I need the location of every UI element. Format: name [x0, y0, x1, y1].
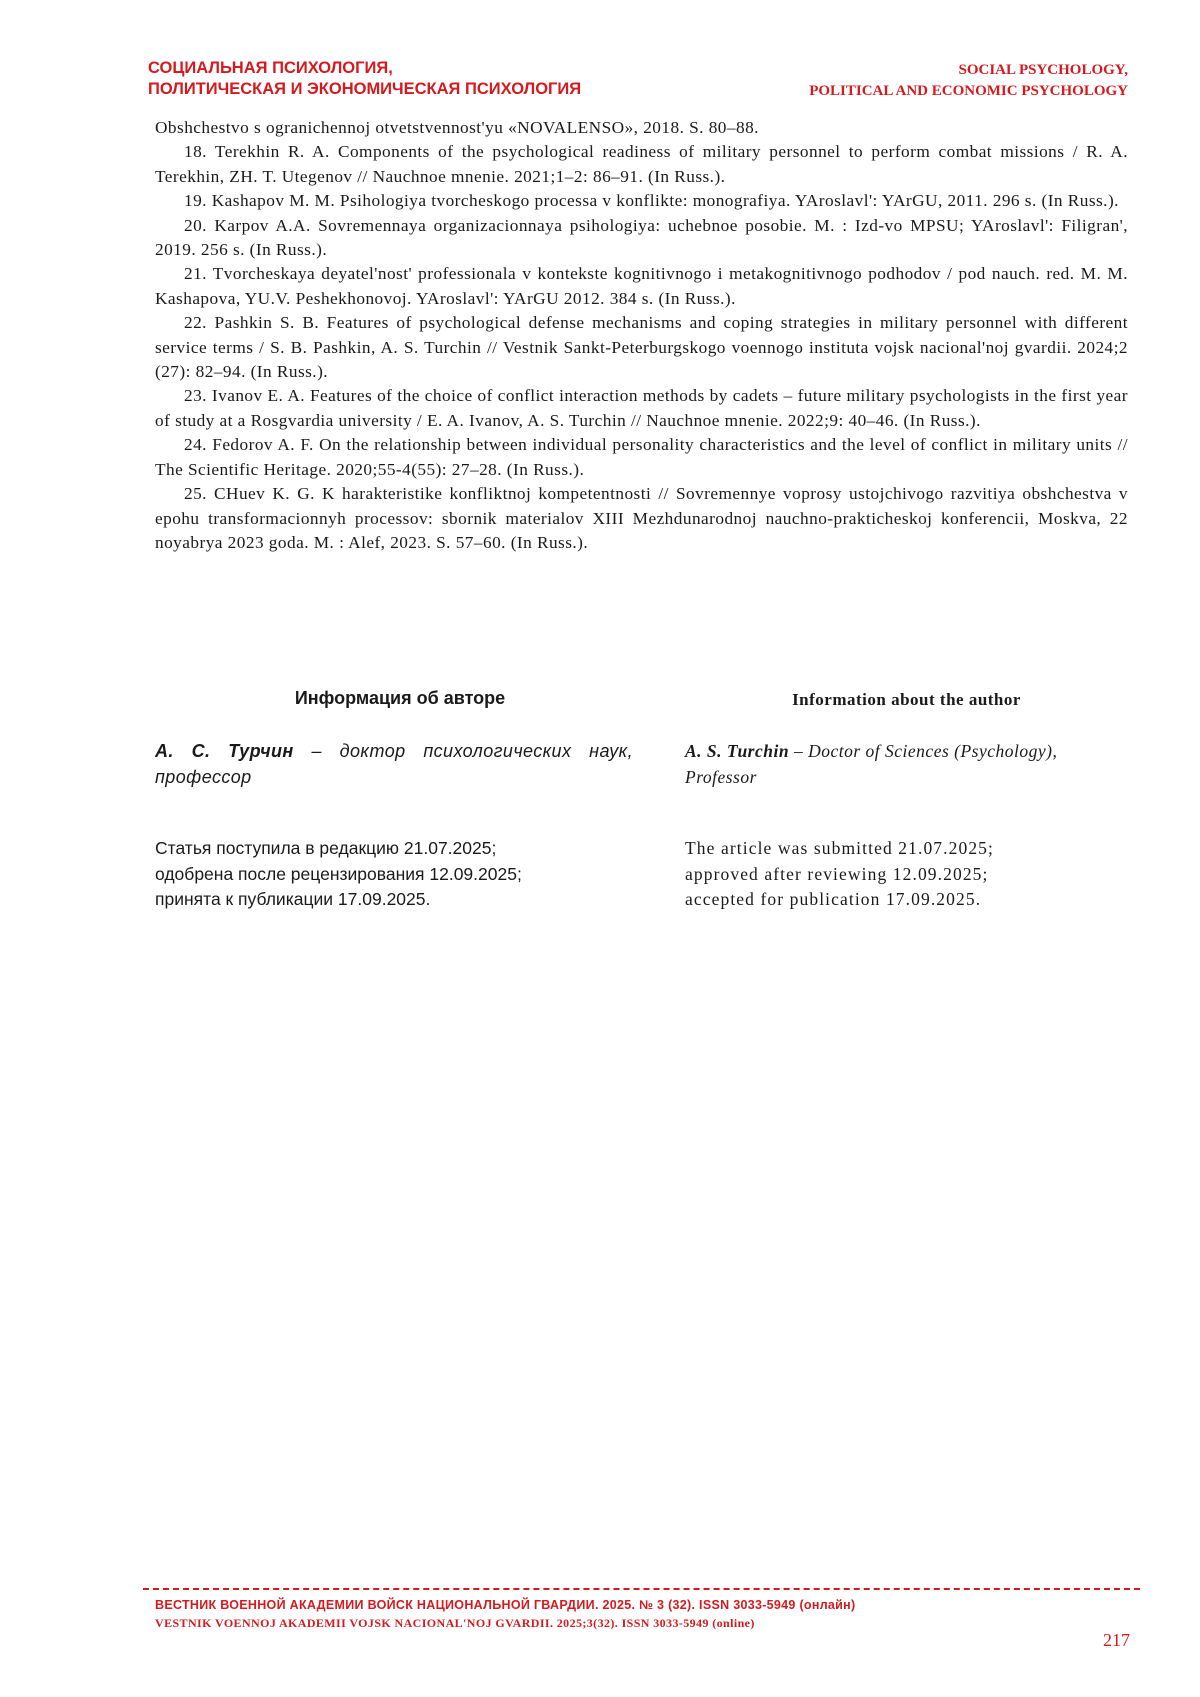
footer-journal-en: VESTNIK VOENNOJ AKADEMII VOJSK NACIONAL'NOJ GVARDII. 2025;3(32). ISSN 3033-5949 (online): [155, 1616, 755, 1630]
running-header-ru: [148, 58, 581, 100]
header-en-line2: POLITICAL AND ECONOMIC PSYCHOLOGY: [809, 83, 1128, 99]
author-info-title-ru: Информация об авторе: [294, 688, 506, 708]
accepted-date-en: accepted for publication 17.09.2025.: [685, 889, 982, 909]
submitted-date-ru: Статья поступила в редакцию 21.07.2025;: [155, 838, 497, 858]
author-name-ru: А. С. Турчин: [155, 741, 294, 761]
author-info-title-en: Information about the author: [792, 690, 1021, 709]
article-dates-ru: [155, 836, 635, 913]
reference-continuation: Obshchestvo s ogranichennoj otvetstvennost'yu «NOVALENSO», 2018. S. 80–88.: [155, 118, 759, 137]
reference-item: 25. CHuev K. G. K harakteristike konfliktnoj kompetentnosti // Sovremennye voprosy ustojchivogo razvitiya obshchestva v epohu transformacionnyh processov: sbornik materialov XIII Mezhdunarodnoj nauchno-prakticheskoj konferencii, Moskva, 22 noyabrya 2023 goda. M. : Alef, 2023. S. 57–60. (In Russ.).: [155, 484, 1128, 552]
reference-item: 24. Fedorov A. F. On the relationship between individual personality characteristics and the level of conflict in military units // The Scientific Heritage. 2020;55-4(55): 27–28. (In Russ.).: [155, 435, 1128, 479]
accepted-date-ru: принята к публикации 17.09.2025.: [155, 889, 431, 909]
page-number: 217: [1103, 1630, 1130, 1650]
reference-item: 18. Terekhin R. A. Components of the psychological readiness of military personnel to perform combat missions / R. A. Terekhin, ZH. T. Utegenov // Nauchnoe mnenie. 2021;1–2: 86–91. (In Russ.).: [155, 142, 1128, 186]
submitted-date-en: The article was submitted 21.07.2025;: [685, 838, 994, 858]
reference-list: [155, 116, 1128, 555]
header-ru-line1: СОЦИАЛЬНАЯ ПСИХОЛОГИЯ,: [148, 59, 393, 77]
article-dates-en: [685, 836, 1128, 913]
author-description-ru: [155, 738, 633, 790]
footer-journal-ru: ВЕСТНИК ВОЕННОЙ АКАДЕМИИ ВОЙСК НАЦИОНАЛЬНОЙ ГВАРДИИ. 2025. № 3 (32). ISSN 3033-5949 (онлайн): [155, 1598, 856, 1612]
reference-item: 23. Ivanov E. A. Features of the choice of conflict interaction methods by cadets – future military psychologists in the first year of study at a Rosgvardia university / E. A. Ivanov, A. S. Turchin // Nauchnoe mnenie. 2022;9: 40–46. (In Russ.).: [155, 386, 1128, 430]
author-degree-ru: – доктор психологических наук, профессор: [155, 741, 633, 787]
running-header-en: [809, 60, 1128, 102]
approved-date-ru: одобрена после рецензирования 12.09.2025;: [155, 863, 522, 884]
author-name-en: A. S. Turchin: [685, 741, 790, 761]
header-en-line1: SOCIAL PSYCHOLOGY,: [958, 62, 1128, 78]
reference-item: 22. Pashkin S. B. Features of psychological defense mechanisms and coping strategies in military personnel with different service terms / S. B. Pashkin, A. S. Turchin // Vestnik Sankt-Peterburgskogo voennogo instituta vojsk nacional'noj gvardii. 2024;2 (27): 82–94. (In Russ.).: [155, 313, 1128, 382]
reference-item: 19. Kashapov M. M. Psihologiya tvorcheskogo processa v konflikte: monografiya. YAroslavl': YArGU, 2011. 296 s. (In Russ.).: [184, 191, 1119, 211]
reference-item: 21. Tvorcheskaya deyatel'nost' professionala v kontekste kognitivnogo i metakognitivnogo podhodov / pod nauch. red. M. M. Kashapova, YU.V. Peshekhonovoj. YAroslavl': YArGU 2012. 384 s. (In Russ.).: [155, 264, 1128, 308]
footer-divider: [143, 1588, 1140, 1590]
header-ru-line2: ПОЛИТИЧЕСКАЯ И ЭКОНОМИЧЕСКАЯ ПСИХОЛОГИЯ: [148, 80, 582, 98]
author-degree-en: – Doctor of Sciences (Psychology), Professor: [685, 741, 1058, 787]
reference-item: 20. Karpov A.A. Sovremennaya organizacionnaya psihologiya: uchebnoe posobie. M. : Izd-vo MPSU; YAroslavl': Filigran', 2019. 256 s. (In Russ.).: [155, 215, 1128, 260]
author-description-en: [685, 738, 1128, 790]
approved-date-en: approved after reviewing 12.09.2025;: [685, 863, 989, 884]
